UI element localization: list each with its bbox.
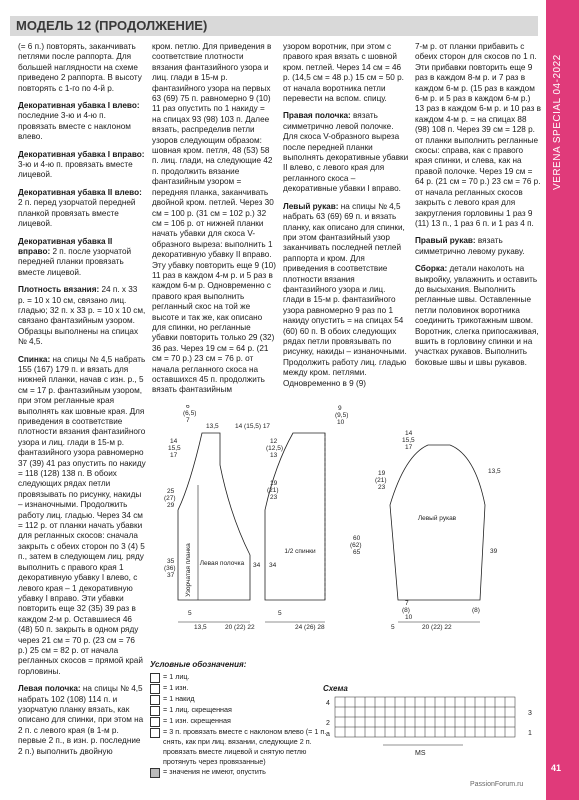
- page-title: МОДЕЛЬ 12 (ПРОДОЛЖЕНИЕ): [16, 18, 208, 33]
- legend-item-text: = значения не имеют, опустить: [163, 767, 266, 776]
- dim-7: 7: [186, 417, 190, 424]
- dim-15-5-a: 15,5: [168, 445, 181, 452]
- dim-9: 9: [338, 405, 342, 412]
- chart-title: Схема: [323, 684, 348, 693]
- paragraph-text: 3-ю и 4-ю п. провязать вместе лицевой.: [18, 160, 133, 180]
- dim-14-16: 14 (15,5) 17: [235, 423, 271, 430]
- legend-item-knit-cross: [150, 705, 330, 716]
- dim-34-left: 34: [253, 562, 261, 569]
- paragraph-text: узором воротник, при этом с правого края вязать с шовной кром. петлей. Через 14 см = 46 р. (14,5 см = 48 р.) 15 см = 50 р. от начала воротника петли перевести на вспом. спицу.: [283, 42, 404, 104]
- sleeve-outline: [390, 445, 485, 600]
- dim-10-sleeve: 10: [405, 614, 413, 621]
- sleeve-label: Левый рукав: [417, 515, 457, 522]
- row-label-a: а: [326, 731, 330, 738]
- dim-13-5-sleeve: 13,5: [488, 468, 501, 475]
- purl-crossed-symbol-icon: [150, 717, 160, 727]
- row-label-3: 3: [528, 710, 532, 717]
- dim-21: (21): [267, 487, 279, 494]
- dim-65: 65: [353, 549, 361, 556]
- dim-6-5: (6,5): [183, 410, 197, 417]
- paragraph: [283, 42, 409, 104]
- paragraph-text: вязать симметрично левой полочке. Для скоса V-образного выреза после передней планки выполнять декоративные убавки II влево, с левого края для регланного скоса – декоративные убавки I вправо.: [283, 111, 409, 194]
- legend: [150, 660, 330, 778]
- dim-13: 13: [270, 452, 278, 459]
- paragraph-text: детали наколоть на выкройку, увлажнить и оставить до высыхания. Выполнить регланные швы. Оставленные петли половинок воротника соединить трикотажным швом. Воротник, слегка припосаживая, вшить в горловину спинки и на участках рукавов. Выполнить боковые швы и швы рукавов.: [415, 264, 539, 367]
- dim-17-sleeve: 17: [405, 444, 413, 451]
- legend-item-text: = 1 лиц. скрещенная: [163, 705, 232, 714]
- back-label: 1/2 спинки: [284, 548, 316, 555]
- dim-21-sleeve: (21): [375, 477, 387, 484]
- section-title-bar: [10, 16, 538, 36]
- paragraph: [415, 236, 541, 257]
- paragraph-heading: Левый рукав:: [283, 201, 339, 211]
- dim-5-sleeve: 5: [391, 624, 395, 631]
- dim-12-5: (12,5): [266, 445, 283, 452]
- dim-width-back: 24 (26) 28: [295, 624, 325, 631]
- dim-17-a: 17: [170, 452, 178, 459]
- yarn-over-symbol-icon: [150, 695, 160, 705]
- site-watermark: PassionForum.ru: [470, 781, 524, 788]
- legend-item-k3tog: [150, 727, 330, 767]
- dim-60: 60: [353, 535, 361, 542]
- paragraph: [18, 684, 146, 757]
- legend-item-purl: [150, 683, 330, 694]
- paragraph: [18, 42, 146, 94]
- magazine-name: VERENA SPECIAL 04-2022: [552, 54, 563, 190]
- text-column-3: [283, 42, 409, 396]
- paragraph-text: кром. петлю. Для приведения в соответствие плотности вязания фантазийного узора и лиц. глади в 15-м р. фантазийного узора на первых 63 (69) 75 п. равномерно 9 (10) 11 раз опустить по 1 накиду = на спицах 93 (98) 103 п. Далее вязать, распределив петли узоров следующим образом: шовная кром. петля, 48 (53) 58 п. лиц. глади, на следующие 42 п. продолжить вязание фантазийным узором = передняя планка, заканчивать двойной кром. петлей. Через 30 см = 100 р. (31 см = 102 р.) 32 см = 106 р. от нижней планки начать убавки для скоса V-образного выреза: выполнить 1 декоративную убавку II вправо. Эту убавку повторить еще 9 (10) 11 раз в каждом 4-м р. и 5 раз в каждом 6-м р. Одновременно с правого края выполнить регланный скос на той же высоте и так же, как описано для спинки, но регланные убавки повторить только 29 (32) 36 раз. Через 19 см = 64 р. (21 см = 70 р.) 23 см = 76 р. от начала регланного скоса на оставшихся 45 п. продолжить вязать фантазийным: [152, 42, 276, 395]
- paragraph-text: на спицы № 4,5 набрать 102 (108) 114 п. и узорчатую планку вязать, как описано для спинки, при этом на 2 п. с левого края (в 1-м р. первые 2 п., в изн. р. последние 2 п.) выполнить двойную: [18, 684, 144, 756]
- dim-19-sleeve: 19: [378, 470, 386, 477]
- legend-item-text: = 1 лиц.: [163, 672, 190, 681]
- legend-item-text: = 3 п. провязать вместе с наклоном влево (= 1 п. снять, как при лиц. вязании, следующие 2 п. провязать вместе лицевой и снятую петлю протянуть через провязанные): [163, 727, 327, 766]
- k3tog-symbol-icon: [150, 728, 160, 738]
- paragraph-heading: Декоративная убавка I вправо:: [18, 149, 145, 159]
- dim-62: (62): [350, 542, 362, 549]
- paragraph: [283, 111, 409, 194]
- no-stitch-symbol-icon: [150, 768, 160, 778]
- legend-item-knit: [150, 672, 330, 683]
- dim-7-sleeve: 7: [405, 600, 409, 607]
- paragraph-text: 2 п. после узорчатой передней планки провязать вместе лицевой.: [18, 246, 132, 277]
- paragraph-text: на спицы № 4,5 набрать 155 (167) 179 п. и вязать для нижней планки, начав с изн. р., 5 см = 17 р. фантазийным узором, при этом регланные края выполнять как шовные края. Для приведения в соответствие плотности вязания фантазийного узора и лиц. глади в 15-м р. фантазийного узора равномерно 37 (39) 41 раз опустить по накиду = 118 (128) 138 п. В обоих следующих рядах петли провязывать по рисунку, накиды – изнаночными. Продолжить работу лиц. гладью. Через 34 см = 112 р. от планки начать убавки для регланных скосов: сначала закрыть с обеих сторон по 3 (4) 5 п., затем в следующем лиц. ряду выполнить с правого края 1 декоративную убавку I влево, с левого края – 1 декоративную убавку I вправо. Эти убавки повторить еще 32 (35) 39 раз в каждом 2-м р. Оставшиеся 46 (48) 50 п. закрыть в одном ряду через 21 см = 70 р. (23 см = 76 р.) 25 см = 82 р. от начала регланных скосов = прямой край горловины.: [18, 354, 146, 676]
- row-label-2: 2: [326, 720, 330, 727]
- dim-5-left: 5: [188, 610, 192, 617]
- paragraph-heading: Спинка:: [18, 354, 51, 364]
- row-label-4: 4: [326, 700, 330, 707]
- dim-width-left: 20 (22) 22: [225, 624, 255, 631]
- dim-29: 29: [167, 502, 175, 509]
- paragraph: [18, 101, 146, 143]
- row-label-1: 1: [528, 730, 532, 737]
- paragraph: [415, 264, 541, 368]
- paragraph-text: 24 п. х 33 р. = 10 х 10 см, связано лиц. гладью; 32 п. х 33 р. = 10 х 10 см, связано фантазийным узором. Образцы выполнены на спицах № 4,5.: [18, 285, 146, 347]
- ms-label: MS: [415, 750, 426, 757]
- placket-label: Узорчатая планка: [185, 543, 192, 597]
- stitch-chart: [323, 684, 543, 784]
- paragraph-text: на спицы № 4,5 набрать 63 (69) 69 п. и вязать планку, как описано для спинки, при этом фантазийный узор заканчивать последней петлей раппорта и кром. Для приведения в соответствие плотности вязания фантазийного узора и лиц. глади в 15-м р. фантазийного узора равномерно 9 раз по 1 накиду опустить = на спицах 54 (60) 60 п. В обоих следующих рядах петли провязывать по рисунку, накиды – изнаночными. Продолжить работу лиц. гладью между кром. петлями. Одновременно в 9 (9): [283, 201, 407, 388]
- paragraph-heading: Декоративная убавка II влево:: [18, 187, 142, 197]
- dim-9-5: (9,5): [335, 412, 349, 419]
- dim-13-5-top: 13,5: [206, 423, 219, 430]
- dim-14-sleeve: 14: [405, 430, 413, 437]
- purl-symbol-icon: [150, 684, 160, 694]
- dim-23: 23: [270, 494, 278, 501]
- text-column-2: [152, 42, 276, 403]
- legend-item-text: = 1 накид: [163, 694, 195, 703]
- knit-symbol-icon: [150, 673, 160, 683]
- knit-crossed-symbol-icon: [150, 706, 160, 716]
- paragraph-heading: Плотность вязания:: [18, 285, 100, 295]
- paragraph-text: 2 п. перед узорчатой передней планкой провязать вместе лицевой.: [18, 198, 136, 229]
- paragraph-text: вязать симметрично левому рукаву.: [415, 236, 525, 256]
- paragraph: [152, 42, 276, 396]
- legend-item-text: = 1 изн. скрещенная: [163, 716, 231, 725]
- pattern-svg: [150, 405, 540, 645]
- dim-27: (27): [164, 495, 176, 502]
- paragraph-heading: Декоративная убавка I влево:: [18, 101, 140, 111]
- dim-23-sleeve: 23: [378, 484, 386, 491]
- dim-39: 39: [490, 548, 498, 555]
- paragraph: [415, 42, 541, 229]
- paragraph: [18, 355, 146, 678]
- legend-item-none: [150, 767, 330, 778]
- paragraph-text: 7-м р. от планки прибавить с обеих сторон для скосов по 1 п. Эти прибавки повторить еще 9 раз в каждом 8-м р. и 7 раз в каждом 6-м р. (15 раз в каждом 6-м р. и 5 раз в каждом 6-м р.) 13 раз в каждом 6-м р. и 10 раз в каждом 4-м р. = на спицах 88 (98) 108 п. Через 39 см = 128 р. от планки выполнить регланные скосы: справа, как с правого края спинки, и слева, как на правой полочке. Через 19 см = 64 р. (21 см = 70 р.) 23 см = 76 р. от начала регланных скосов закрыть с левого края для закругления горловины 1 раз 9 (11) 13 п., 1 раз 6 п. и 1 раз 4 п.: [415, 42, 541, 228]
- dim-5-back: 5: [278, 610, 282, 617]
- paragraph-heading: Правая полочка:: [283, 111, 351, 121]
- paragraph-text: последние 3-ю и 4-ю п. провязать вместе с наклоном влево.: [18, 111, 131, 142]
- paragraph-text: (= 6 п.) повторять, заканчивать петлями после раппорта. Для большей наглядности на схеме приведено 2 раппорта. В высоту повторять с 1-го по 4-й р.: [18, 42, 142, 93]
- dim-14-a: 14: [170, 438, 178, 445]
- legend-item-purl-cross: [150, 716, 330, 727]
- paragraph: [18, 285, 146, 347]
- dim-6: 6: [186, 405, 190, 410]
- dim-10: 10: [337, 419, 345, 426]
- chart-grid: [323, 693, 543, 783]
- paragraph: [283, 202, 409, 389]
- page-number: 41: [551, 763, 562, 773]
- dim-37: 37: [167, 572, 175, 579]
- text-column-1: [18, 42, 146, 764]
- dim-19: 19: [270, 480, 278, 487]
- left-front-label: Левая полочка: [199, 560, 245, 567]
- legend-item-text: = 1 изн.: [163, 683, 189, 692]
- dim-13-5-bottom: 13,5: [194, 624, 207, 631]
- legend-item-yo: [150, 694, 330, 705]
- paragraph: [18, 237, 146, 279]
- text-column-4: [415, 42, 541, 375]
- dim-35: 35: [167, 558, 175, 565]
- paragraph-heading: Левая полочка:: [18, 684, 81, 694]
- dim-width-sleeve: 20 (22) 22: [422, 624, 452, 631]
- dim-8-sleeve: (8): [402, 607, 410, 614]
- paragraph: [18, 150, 146, 181]
- dim-34-back: 34: [269, 562, 277, 569]
- dim-25: 25: [167, 488, 175, 495]
- dim-15-5-sleeve: 15,5: [402, 437, 415, 444]
- dim-8b-sleeve: (8): [472, 607, 480, 614]
- paragraph-heading: Декоративная убавка II вправо:: [18, 236, 113, 256]
- pattern-diagram: [150, 405, 540, 645]
- paragraph: [18, 188, 146, 230]
- legend-title: Условные обозначения:: [150, 660, 247, 669]
- paragraph-heading: Правый рукав:: [415, 236, 476, 246]
- dim-12: 12: [270, 438, 278, 445]
- paragraph-heading: Сборка:: [415, 264, 448, 274]
- dim-36: (36): [164, 565, 176, 572]
